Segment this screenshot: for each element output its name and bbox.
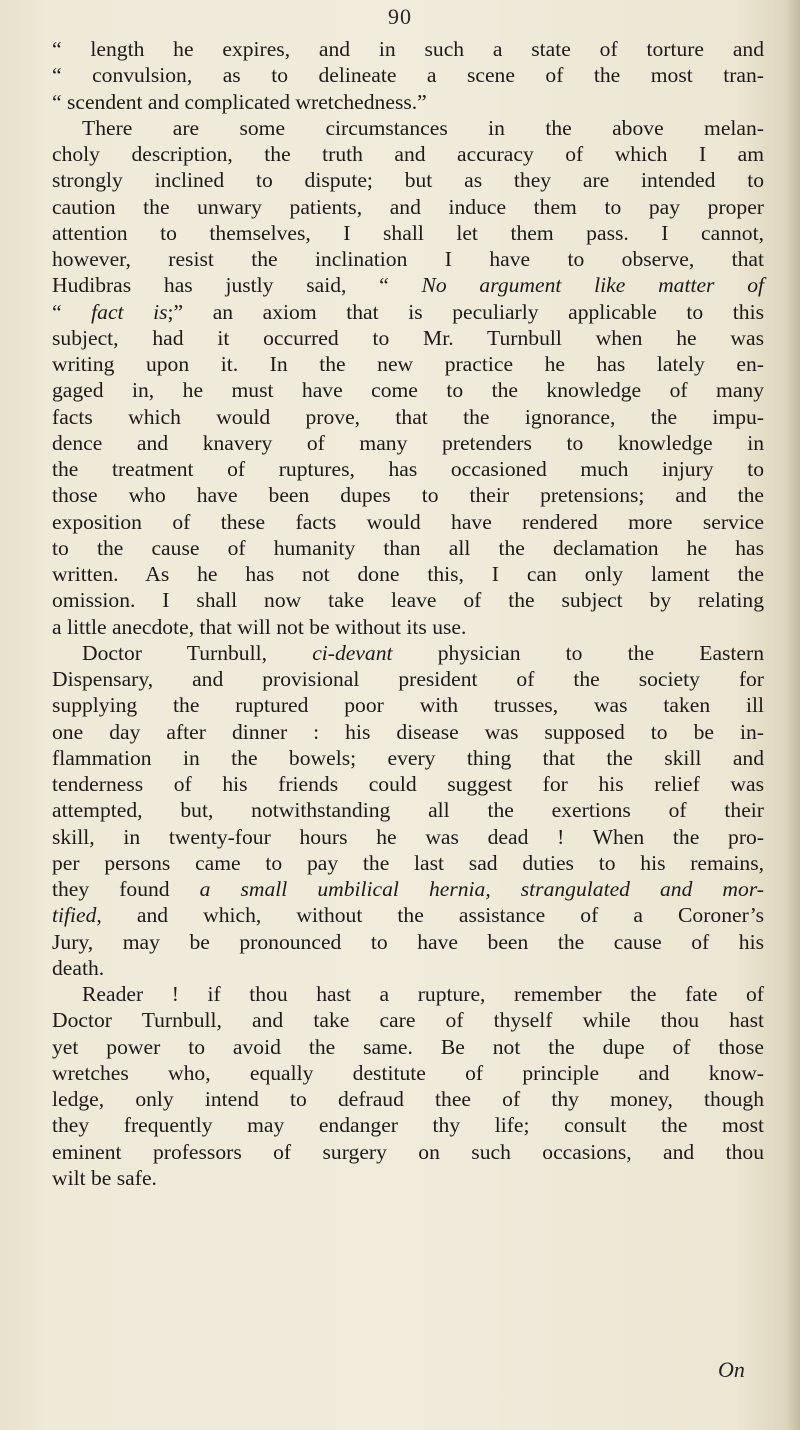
text-line: attempted, but, notwithstanding all the exertions of their (52, 798, 764, 823)
text-line: There are some circumstances in the above melan- (82, 115, 764, 140)
text-line: Jury, may be pronounced to have been the cause of his (52, 929, 764, 954)
text-line: yet power to avoid the same. Be not the dupe of those (52, 1034, 764, 1059)
text-line: exposition of these facts would have rendered more service (52, 509, 764, 534)
text-line: attention to themselves, I shall let them pass. I cannot, (52, 220, 764, 245)
text-line: to the cause of humanity than all the declamation he has (52, 535, 764, 560)
text-line: “ scendent and complicated wretchedness.” (52, 89, 427, 114)
text-line: a little anecdote, that will not be without its use. (52, 614, 467, 639)
text-line: Hudibras has justly said, “ No argument like matter of (52, 273, 765, 298)
text-line: ledge, only intend to defraud thee of thy money, though (52, 1087, 764, 1111)
text-line: Doctor Turnbull, and take care of thyself while thou hast (52, 1008, 764, 1033)
text-line: wretches who, equally destitute of principle and know- (52, 1060, 764, 1085)
body-text (52, 36, 764, 1191)
text-line: written. As he has not done this, I can only lament the (52, 562, 764, 586)
text-line: “ fact is;” an axiom that is peculiarly applicable to this (52, 299, 764, 324)
text-line: dence and knavery of many pretenders to knowledge in (52, 430, 764, 455)
text-line: subject, had it occurred to Mr. Turnbull when he was (52, 325, 764, 350)
text-line: death. (52, 955, 105, 980)
text-line: they frequently may endanger thy life; consult the most (52, 1113, 764, 1138)
text-line: Doctor Turnbull, ci-devant physician to the Eastern (82, 640, 765, 665)
text-line: Reader ! if thou hast a rupture, remember the fate of (82, 982, 764, 1006)
text-line: Dispensary, and provisional president of the society for (52, 667, 764, 691)
text-line: per persons came to pay the last sad duties to his remains, (52, 850, 764, 875)
page-edge-shadow (786, 0, 800, 1430)
text-line: “ convulsion, as to delineate a scene of the most tran- (52, 63, 764, 88)
text-line: supplying the ruptured poor with trusses, was taken ill (52, 693, 764, 718)
text-line: omission. I shall now take leave of the subject by relating (52, 588, 764, 613)
text-line: tenderness of his friends could suggest for his relief was (52, 772, 764, 796)
text-line: wilt be safe. (52, 1165, 157, 1190)
text-line: “ length he expires, and in such a state of torture and (52, 37, 764, 61)
text-line: eminent professors of surgery on such occasions, and thou (52, 1139, 764, 1164)
text-line: those who have been dupes to their pretensions; and the (52, 483, 764, 508)
text-line: they found a small umbilical hernia, strangulated and mor- (52, 877, 764, 901)
text-line: flammation in the bowels; every thing that the skill and (52, 745, 764, 770)
text-line: tified, and which, without the assistance of a Coroner’s (52, 903, 764, 928)
text-line: strongly inclined to dispute; but as they are intended to (52, 168, 764, 193)
catchword: On (718, 1357, 745, 1382)
text-line: caution the unwary patients, and induce them to pay proper (52, 194, 764, 219)
text-line: writing upon it. In the new practice he has lately en- (52, 352, 764, 376)
text-line: skill, in twenty-four hours he was dead ! When the pro- (52, 824, 764, 849)
text-line: however, resist the inclination I have to observe, that (52, 247, 764, 271)
text-line: the treatment of ruptures, has occasioned much injury to (52, 457, 764, 481)
page-number: 90 (388, 4, 412, 29)
text-line: facts which would prove, that the ignorance, the impu- (52, 404, 764, 429)
text-line: gaged in, he must have come to the knowledge of many (52, 378, 764, 403)
text-line: one day after dinner : his disease was supposed to be in- (52, 719, 764, 744)
text-line: choly description, the truth and accuracy of which I am (52, 142, 764, 166)
